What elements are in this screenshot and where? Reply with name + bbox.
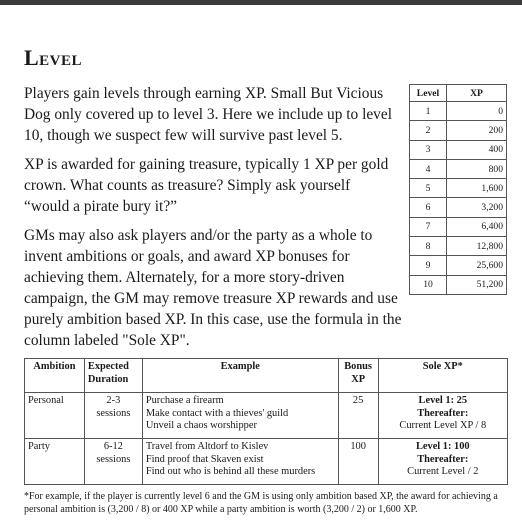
example-item: Travel from Altdorf to Kislev [145, 441, 269, 452]
level-cell: 3 [410, 140, 447, 159]
table-row [410, 237, 507, 256]
xp-cell: 6,400 [447, 217, 507, 236]
example-item: Unveil a chaos worshipper [145, 420, 257, 431]
bonus-cell: 25 [338, 393, 378, 439]
duration-range: 6-12 [103, 441, 123, 452]
xp-cell: 200 [447, 121, 507, 140]
example-item: Purchase a firearm [145, 395, 224, 406]
level-column-header: Level [410, 85, 447, 102]
duration-range: 2-3 [106, 395, 121, 406]
example-cell [142, 393, 338, 439]
xp-cell: 51,200 [447, 275, 507, 294]
example-header: Example [142, 359, 338, 393]
sole-xp-formula: Current Level XP / 8 [399, 420, 487, 431]
level-cell: 2 [410, 121, 447, 140]
paragraph-levels: Players gain levels through earning XP. Small But Vicious Dog only covered up to level 3. Here we include up to level 10, though we suspect few will survive past level 5. [24, 85, 392, 144]
ambition-cell: Party [25, 439, 85, 485]
table-row [25, 439, 508, 485]
xp-cell: 25,600 [447, 256, 507, 275]
level-xp-table [409, 84, 507, 295]
table-row [410, 256, 507, 275]
table-row [410, 140, 507, 159]
level-cell: 6 [410, 198, 447, 217]
level-cell: 4 [410, 159, 447, 178]
level-cell: 9 [410, 256, 447, 275]
xp-column-header: XP [447, 85, 507, 102]
level-cell: 8 [410, 237, 447, 256]
table-row [410, 275, 507, 294]
duration-header: Expected Duration [84, 359, 142, 393]
xp-cell: 12,800 [447, 237, 507, 256]
table-row [25, 393, 508, 439]
xp-cell: 0 [447, 102, 507, 121]
level-table-body [410, 102, 507, 295]
sole-xp-formula: Current Level / 2 [407, 466, 479, 477]
table-row [410, 198, 507, 217]
paragraph-ambitions: GMs may also ask players and/or the party as a whole to invent ambitions or goals, and award XP bonuses for achieving them. Alternately, for a more story-driven campaign, the GM may remove treasure XP rewards and use purely ambition based XP. In this case, use the formula in the column labeled "Sole XP". [24, 227, 402, 349]
xp-cell: 1,600 [447, 179, 507, 198]
example-item: Find out who is behind all these murders [145, 466, 316, 477]
top-border [0, 0, 522, 5]
ambition-cell: Personal [25, 393, 85, 439]
level-cell: 5 [410, 179, 447, 198]
xp-cell: 400 [447, 140, 507, 159]
sole-xp-thereafter: Thereafter: [417, 453, 469, 465]
example-item: Make contact with a thieves' guild [145, 407, 289, 419]
sole-xp-cell [378, 439, 507, 485]
duration-unit: sessions [96, 407, 131, 419]
sole-xp-cell [378, 393, 507, 439]
page-title: Level [24, 45, 83, 70]
duration-cell [84, 393, 142, 439]
xp-cell: 3,200 [447, 198, 507, 217]
duration-unit: sessions [96, 453, 131, 465]
level-cell: 10 [410, 275, 447, 294]
sole-xp-thereafter: Thereafter: [417, 407, 469, 419]
sole-xp-first: Level 1: 100 [415, 441, 470, 452]
ambition-table [24, 358, 508, 485]
table-row [410, 159, 507, 178]
table-row [410, 179, 507, 198]
paragraph-xp-treasure: XP is awarded for gaining treasure, typically 1 XP per gold crown. What counts as treasure? Simply ask yourself “would a pirate bury it?” [24, 156, 389, 215]
sole-xp-header: Sole XP* [378, 359, 507, 393]
xp-cell: 800 [447, 159, 507, 178]
level-cell: 7 [410, 217, 447, 236]
bonus-header: Bonus XP [338, 359, 378, 393]
table-row [410, 121, 507, 140]
table-row [410, 102, 507, 121]
table-row [410, 217, 507, 236]
sole-xp-first: Level 1: 25 [418, 395, 468, 406]
example-item: Find proof that Skaven exist [145, 453, 264, 465]
footnote: *For example, if the player is currently level 6 and the GM is using only ambition based XP, the award for achieving a personal ambition is (3,200 / 8) or 400 XP while a party ambition is worth (3,200 / 2) or 1,600 XP. [24, 491, 498, 515]
example-cell [142, 439, 338, 485]
ambition-header: Ambition [25, 359, 85, 393]
level-cell: 1 [410, 102, 447, 121]
bonus-cell: 100 [338, 439, 378, 485]
duration-cell [84, 439, 142, 485]
